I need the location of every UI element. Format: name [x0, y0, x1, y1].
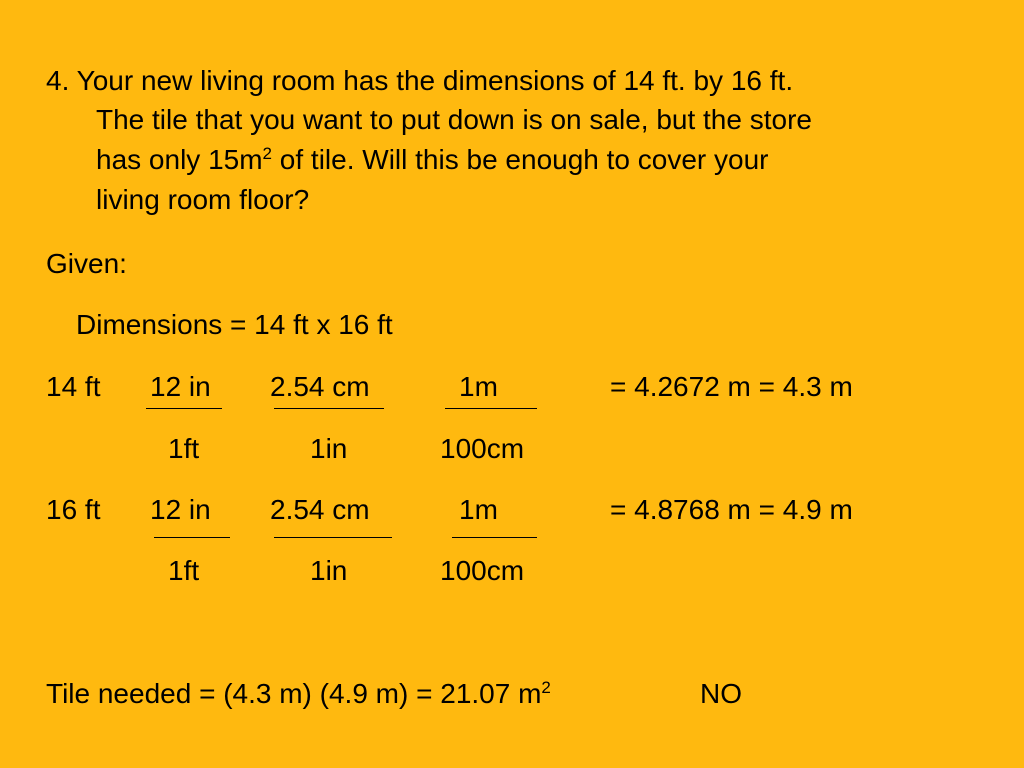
- answer-text: Tile needed = (4.3 m) (4.9 m) = 21.07 m: [46, 678, 542, 709]
- conversion-1-numerator-2: 2.54 cm: [270, 371, 370, 402]
- conversion-1-numerator-3: 1m: [459, 371, 498, 402]
- fraction-bar: [146, 408, 222, 409]
- conversion-1-start: 14 ft: [46, 371, 101, 402]
- answer-squared-superscript: 2: [541, 678, 551, 697]
- conversion-2-start: 16 ft: [46, 494, 101, 525]
- problem-line-4: living room floor?: [96, 184, 310, 215]
- conversion-2-denominator-2: 1in: [310, 555, 348, 586]
- conversion-2-denominator-3: 100cm: [440, 555, 525, 586]
- squared-superscript: 2: [262, 144, 273, 163]
- problem-line-3: [96, 146, 768, 174]
- conversion-1-denominator-1: 1ft: [168, 433, 200, 464]
- conversion-1-numerator-1: 12 in: [150, 371, 211, 402]
- answer-line: [46, 680, 551, 708]
- fraction-bar: [445, 408, 537, 409]
- conversion-2-denominator-1: 1ft: [168, 555, 200, 586]
- conversion-2-numerator-1: 12 in: [150, 494, 211, 525]
- conversion-2-numerator-2: 2.54 cm: [270, 494, 370, 525]
- conversion-1-denominator-2: 1in: [310, 433, 348, 464]
- problem-line-1: 4. Your new living room has the dimensions of 14 ft. by 16 ft.: [46, 65, 794, 96]
- conversion-2-numerator-3: 1m: [459, 494, 498, 525]
- fraction-bar: [452, 537, 537, 538]
- problem-line-3-end: of tile. Will this be enough to cover your: [272, 144, 769, 175]
- conversion-1-result: = 4.2672 m = 4.3 m: [610, 371, 853, 402]
- given-dimensions: Dimensions = 14 ft x 16 ft: [76, 309, 393, 340]
- problem-line-3-start: has only 15m: [96, 144, 263, 175]
- fraction-bar: [154, 537, 230, 538]
- answer-verdict: NO: [700, 678, 742, 709]
- conversion-2-result: = 4.8768 m = 4.9 m: [610, 494, 853, 525]
- fraction-bar: [274, 408, 384, 409]
- problem-line-2: The tile that you want to put down is on sale, but the store: [96, 104, 812, 135]
- fraction-bar: [274, 537, 392, 538]
- conversion-1-denominator-3: 100cm: [440, 433, 525, 464]
- given-label: Given:: [46, 248, 127, 279]
